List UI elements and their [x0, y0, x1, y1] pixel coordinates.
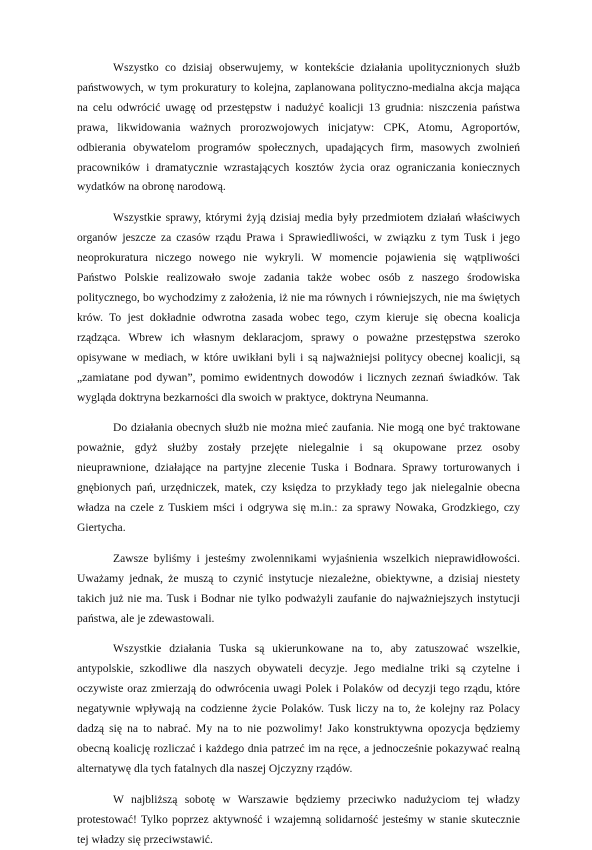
paragraph-4: Zawsze byliśmy i jesteśmy zwolennikami wyjaśnienia wszelkich nieprawidłowości. Uważamy jednak, że muszą to czynić instytucje niezależne, obiektywne, a dzisiaj niestety takich już nie ma. Tusk i Bodnar nie tylko podważyli zaufanie do najważniejszych instytucji państwa, ale je zdewastowali. [77, 551, 520, 625]
paragraph-3: Do działania obecnych służb nie można mieć zaufania. Nie mogą one być traktowane poważnie, gdyż służby zostały przejęte nielegalnie i są okupowane przez osoby nieuprawnione, działające na partyjne zlecenie Tuska i Bodnara. Sprawy torturowanych i gnębionych pań, urzędniczek, matek, czy księdza to przykłady tego jak nielegalnie obecna władza na czele z Tuskiem mści i odgrywa się m.in.: za sprawy Nowaka, Grodzkiego, czy Giertycha. [77, 421, 520, 534]
document-body [77, 58, 520, 850]
paragraph-6: W najbliższą sobotę w Warszawie będziemy przeciwko nadużyciom tej władzy protestować! Tylko poprzez aktywność i wzajemną solidarność jesteśmy w stanie skutecznie tej władzy się przeciwstawić. [77, 792, 520, 846]
paragraph-1: Wszystko co dzisiaj obserwujemy, w kontekście działania upolitycznionych służb państwowych, w tym prokuratury to kolejna, zaplanowana polityczno-medialna akcja mająca na celu odwrócić uwagę od przestępstw i nadużyć koalicji 13 grudnia: niszczenia państwa prawa, likwidowania ważnych prorozwojowych inicjatyw: CPK, Atomu, Agroportów, odbierania obywatelom programów społecznych, upadających firm, masowych zwolnień pracowników i dramatycznie wzrastających kosztów życia oraz ograniczania koniecznych wydatków na obronę narodową. [77, 61, 520, 194]
paragraph-2: Wszystkie sprawy, którymi żyją dzisiaj media były przedmiotem działań właściwych organów jeszcze za czasów rządu Prawa i Sprawiedliwości, w związku z tym Tusk i jego neoprokuratura niczego nowego nie wykryli. W momencie pojawienia się wątpliwości Państwo Polskie realizowało swoje zadania także wobec osób z naszego środowiska politycznego, bo wychodzimy z założenia, iż nie ma równych i równiejszych, nie ma świętych krów. To jest dokładnie odwrotna zasada wobec tego, czym kieruje się obecna koalicja rządząca. Wbrew ich własnym deklaracjom, sprawy o poważne przestępstwa szeroko opisywane w mediach, w które uwikłani byli i są najważniejsi politycy obecnej koalicji, są „zamiatane pod dywan”, pomimo ewidentnych dowodów i licznych zeznań świadków. Tak wygląda doktryna bezkarności dla swoich w praktyce, doktryna Neumanna. [77, 211, 520, 404]
paragraph-5: Wszystkie działania Tuska są ukierunkowane na to, aby zatuszować wszelkie, antypolskie, szkodliwe dla naszych obywateli decyzje. Jego medialne triki są czytelne i oczywiste oraz zmierzają do odwrócenia uwagi Polek i Polaków od decyzji tego rządu, które negatywnie wpływają na codzienne życie Polaków. Tusk liczy na to, że kolejny raz Polacy dadzą się na to nabrać. My na to nie pozwolimy! Jako konstruktywna opozycja będziemy obecną koalicję rozliczać i każdego dnia patrzeć im na ręce, a jednocześnie pokazywać realną alternatywę dla tych fatalnych dla naszej Ojczyzny rządów. [77, 642, 520, 775]
